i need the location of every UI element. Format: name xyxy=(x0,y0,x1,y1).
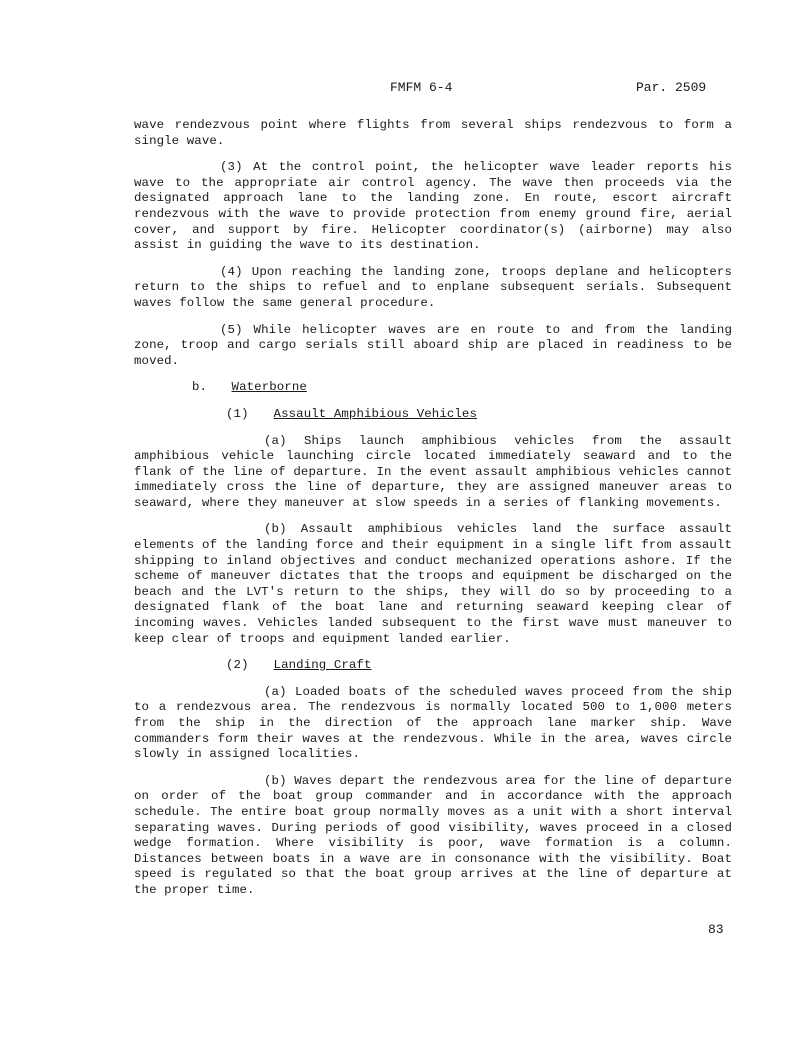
paragraph-2a-label: (a) xyxy=(264,684,287,699)
paragraph-3-text: At the control point, the helicopter wave leader reports his wave to the appropriate air control agency. The wave then proceeds via the designated approach lane to the landing zone. En route, escort aircraft rendezvous with the wave to provide protection from enemy ground fire, aerial cover, and support by fire. Helicopter coordinator(s) (airborne) may also assist in guiding the wave to its destination. xyxy=(134,160,732,253)
paragraph-2a-text: Loaded boats of the scheduled waves proceed from the ship to a rendezvous area. The rendezvous is normally located 500 to 1,000 meters from the ship in the direction of the approach lane marker ship. Wave commanders form their waves at the rendezvous. While in the area, waves circle slowly in assigned localities. xyxy=(134,684,732,762)
paragraph-2a xyxy=(134,685,732,763)
body-text xyxy=(134,118,732,910)
paragraph-1a-label: (a) xyxy=(264,433,287,448)
paragraph-1a-text: Ships launch amphibious vehicles from the assault amphibious vehicle launching circle located immediately seaward and to the flank of the line of departure. In the event assault amphibious vehicles cannot immediately cross the line of departure, they are assigned maneuver areas to seaward, where they maneuver at slow speeds in a series of flanking movements. xyxy=(134,433,732,510)
subsection-heading-amphibious-vehicles xyxy=(134,407,732,423)
paragraph-4 xyxy=(134,265,732,312)
paragraph-1b-label: (b) xyxy=(264,522,287,537)
paragraph-1a xyxy=(134,434,732,512)
paragraph-5-text: While helicopter waves are en route to and from the landing zone, troop and cargo serials still aboard ship are placed in readiness to be moved. xyxy=(134,322,732,368)
page-number: 83 xyxy=(708,922,724,937)
subsection-1-title: Assault Amphibious Vehicles xyxy=(273,406,478,421)
header-paragraph-ref: Par. 2509 xyxy=(636,80,707,95)
section-b-label: b. xyxy=(192,380,208,395)
paragraph-continuation: wave rendezvous point where flights from several ships rendezvous to form a single wave. xyxy=(134,118,732,148)
paragraph-3-label: (3) xyxy=(220,160,243,175)
section-heading-waterborne xyxy=(134,380,732,396)
paragraph-1b-text: Assault amphibious vehicles land the surface assault elements of the landing force and their equipment in a single lift from assault shipping to inland objectives and conduct mechanized operations ashore. If the scheme of maneuver dictates that the troops and equipment be discharged on the beach and the LVT's return to the ships, they will do so by proceeding to a designated flank of the boat lane and returning seaward keeping clear of incoming waves. Vehicles landed subsequent to the first wave must maneuver to keep clear of troops and equipment landed earlier. xyxy=(134,522,732,646)
section-b-title: Waterborne xyxy=(231,380,307,395)
paragraph-4-text: Upon reaching the landing zone, troops deplane and helicopters return to the ships to refuel and to enplane subsequent serials. Subsequent waves follow the same general procedure. xyxy=(134,264,732,310)
subsection-2-label: (2) xyxy=(226,658,249,673)
subsection-2-title: Landing Craft xyxy=(273,658,372,673)
paragraph-2b-label: (b) xyxy=(264,773,287,788)
header-title: FMFM 6-4 xyxy=(390,80,453,95)
paragraph-4-label: (4) xyxy=(220,264,243,279)
paragraph-2b xyxy=(134,774,732,899)
paragraph-1b xyxy=(134,522,732,647)
subsection-1-label: (1) xyxy=(226,406,249,421)
paragraph-5 xyxy=(134,323,732,370)
subsection-heading-landing-craft xyxy=(134,658,732,674)
paragraph-3 xyxy=(134,160,732,254)
paragraph-5-label: (5) xyxy=(220,322,243,337)
paragraph-2b-text: Waves depart the rendezvous area for the line of departure on order of the boat group commander and in accordance with the approach schedule. The entire boat group normally moves as a unit with a short interval separating waves. During periods of good visibility, waves proceed in a closed wedge formation. Where visibility is poor, wave formation is a column. Distances between boats in a wave are in consonance with the visibility. Boat speed is regulated so that the boat group arrives at the line of departure at the proper time. xyxy=(134,773,732,897)
